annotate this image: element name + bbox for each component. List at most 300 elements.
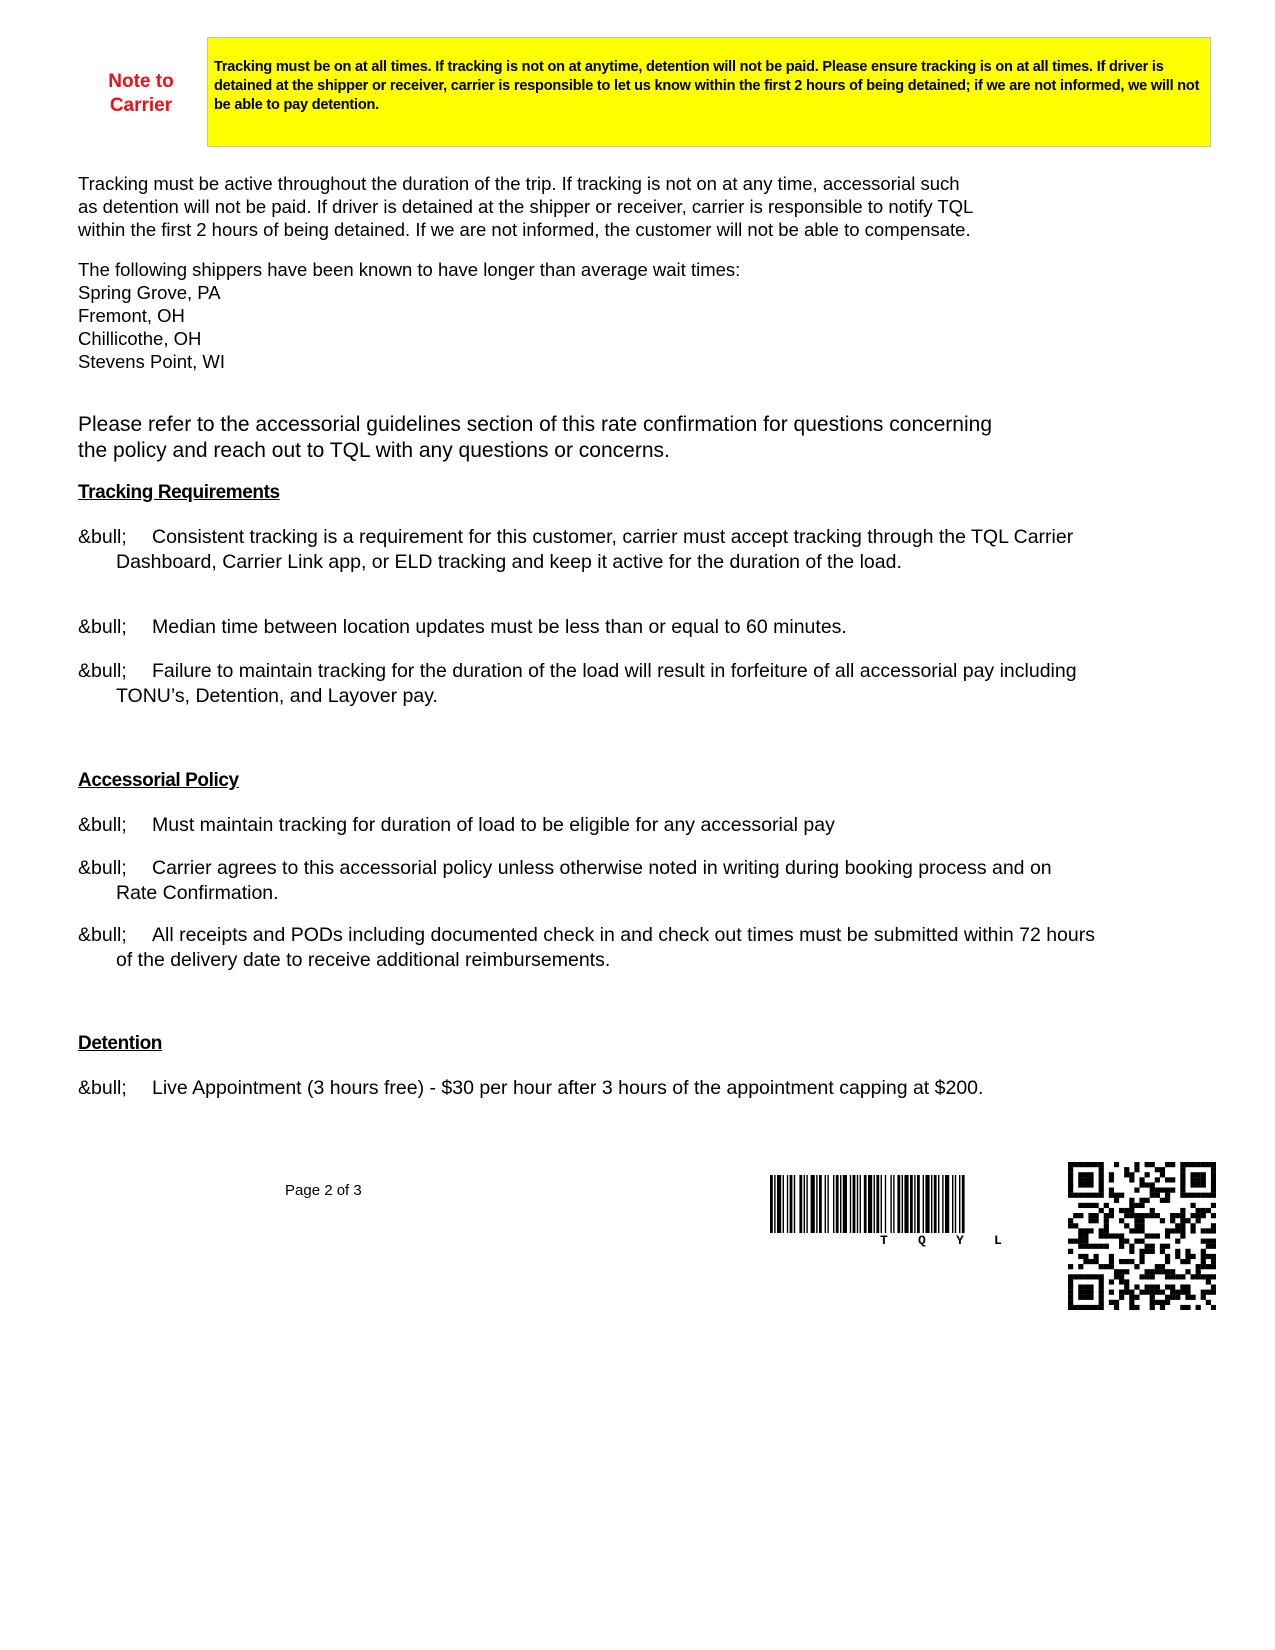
qr-module <box>1078 1228 1083 1233</box>
barcode-bar <box>850 1175 851 1233</box>
qr-module <box>1196 1218 1201 1223</box>
qr-module <box>1155 1269 1160 1274</box>
qr-module <box>1139 1228 1144 1233</box>
qr-module <box>1201 1249 1206 1254</box>
qr-module <box>1099 1300 1104 1305</box>
qr-module <box>1088 1284 1093 1289</box>
qr-module <box>1129 1259 1134 1264</box>
qr-module <box>1170 1228 1175 1233</box>
qr-module <box>1180 1177 1185 1182</box>
qr-module <box>1129 1295 1134 1300</box>
barcode-bar <box>917 1175 920 1233</box>
bullet-text: Live Appointment (3 hours free) - $30 per hour after 3 hours of the appointment capping at $200. <box>152 1077 984 1099</box>
intro-paragraph <box>78 172 1098 241</box>
qr-module <box>1150 1269 1155 1274</box>
barcode-bar <box>770 1175 773 1233</box>
qr-module <box>1211 1305 1216 1310</box>
qr-module <box>1160 1290 1165 1295</box>
qr-module <box>1109 1213 1114 1218</box>
barcode-bar <box>833 1175 834 1233</box>
qr-module <box>1145 1244 1150 1249</box>
qr-module <box>1099 1182 1104 1187</box>
qr-module <box>1155 1300 1160 1305</box>
qr-module <box>1206 1244 1211 1249</box>
note-label-line1: Note to <box>108 71 174 92</box>
qr-module <box>1206 1193 1211 1198</box>
qr-module <box>1206 1279 1211 1284</box>
qr-module <box>1160 1305 1165 1310</box>
qr-module <box>1078 1244 1083 1249</box>
qr-module <box>1165 1274 1170 1279</box>
qr-module <box>1078 1254 1083 1259</box>
qr-module <box>1170 1284 1175 1289</box>
qr-module <box>1211 1290 1216 1295</box>
qr-module <box>1124 1208 1129 1213</box>
qr-module <box>1190 1172 1195 1177</box>
note-to-carrier-label <box>96 70 186 118</box>
qr-module <box>1078 1172 1083 1177</box>
qr-module <box>1150 1305 1155 1310</box>
qr-module <box>1170 1295 1175 1300</box>
qr-module <box>1206 1300 1211 1305</box>
qr-module <box>1134 1264 1139 1269</box>
qr-module <box>1094 1259 1099 1264</box>
qr-module <box>1170 1274 1175 1279</box>
qr-module <box>1099 1279 1104 1284</box>
qr-module <box>1109 1233 1114 1238</box>
qr-module <box>1139 1218 1144 1223</box>
qr-module <box>1145 1233 1150 1238</box>
qr-module <box>1083 1305 1088 1310</box>
qr-module <box>1180 1162 1185 1167</box>
qr-module <box>1211 1284 1216 1289</box>
qr-module <box>1190 1193 1195 1198</box>
barcode-bar <box>836 1175 839 1233</box>
qr-module <box>1119 1244 1124 1249</box>
qr-module <box>1196 1162 1201 1167</box>
qr-module <box>1165 1162 1170 1167</box>
qr-module <box>1119 1233 1124 1238</box>
qr-module <box>1180 1290 1185 1295</box>
qr-module <box>1083 1295 1088 1300</box>
qr-module <box>1201 1239 1206 1244</box>
qr-module <box>1078 1182 1083 1187</box>
qr-module <box>1068 1239 1073 1244</box>
qr-module <box>1068 1274 1073 1279</box>
tracking-requirements-heading: Tracking Requirements <box>78 482 280 503</box>
qr-module <box>1083 1203 1088 1208</box>
qr-module <box>1099 1233 1104 1238</box>
qr-module <box>1196 1182 1201 1187</box>
qr-module <box>1088 1305 1093 1310</box>
qr-module <box>1190 1177 1195 1182</box>
qr-module <box>1160 1264 1165 1269</box>
qr-module <box>1139 1239 1144 1244</box>
barcode-bar <box>885 1175 886 1233</box>
qr-module <box>1190 1274 1195 1279</box>
barcode-bar <box>794 1175 795 1233</box>
qr-module <box>1170 1218 1175 1223</box>
qr-module <box>1155 1213 1160 1218</box>
qr-module <box>1088 1218 1093 1223</box>
qr-module <box>1206 1239 1211 1244</box>
qr-module <box>1124 1172 1129 1177</box>
barcode-bar <box>938 1175 939 1233</box>
barcode-bar <box>860 1175 861 1233</box>
barcode-bar <box>942 1175 943 1233</box>
refer-line: Please refer to the accessorial guidelines section of this rate confirmation for questions concerning <box>78 413 992 436</box>
qr-module <box>1078 1305 1083 1310</box>
qr-module <box>1185 1259 1190 1264</box>
qr-module <box>1206 1162 1211 1167</box>
qr-module <box>1145 1249 1150 1254</box>
qr-module <box>1124 1223 1129 1228</box>
qr-module <box>1201 1228 1206 1233</box>
accessorial-bullet <box>78 813 1098 838</box>
barcode-char: L <box>994 1233 1002 1248</box>
qr-module <box>1185 1249 1190 1254</box>
qr-module <box>1099 1274 1104 1279</box>
qr-module <box>1109 1254 1114 1259</box>
qr-module <box>1185 1254 1190 1259</box>
qr-module <box>1094 1218 1099 1223</box>
qr-module <box>1139 1249 1144 1254</box>
shippers-heading: The following shippers have been known to have longer than average wait times: <box>78 259 741 280</box>
note-to-carrier-box <box>207 37 1211 147</box>
qr-module <box>1180 1193 1185 1198</box>
qr-module <box>1175 1239 1180 1244</box>
barcode-bar <box>945 1175 949 1233</box>
qr-module <box>1134 1218 1139 1223</box>
qr-module <box>1196 1264 1201 1269</box>
qr-module <box>1124 1167 1129 1172</box>
qr-module <box>1206 1208 1211 1213</box>
barcode-bar <box>806 1175 807 1233</box>
qr-module <box>1078 1264 1083 1269</box>
qr-module <box>1155 1290 1160 1295</box>
qr-module <box>1180 1305 1185 1310</box>
barcode-bar <box>897 1175 900 1233</box>
qr-module <box>1119 1218 1124 1223</box>
bullet-mark: &bull; <box>78 1077 127 1099</box>
barcode-bar <box>904 1175 908 1233</box>
qr-module <box>1206 1274 1211 1279</box>
qr-module <box>1145 1274 1150 1279</box>
qr-module <box>1119 1259 1124 1264</box>
qr-module <box>1185 1284 1190 1289</box>
barcode-image <box>770 1175 1055 1235</box>
barcode-bar <box>925 1175 929 1233</box>
qr-module <box>1129 1208 1134 1213</box>
qr-module <box>1073 1162 1078 1167</box>
qr-module <box>1180 1213 1185 1218</box>
qr-module <box>1211 1162 1216 1167</box>
qr-module <box>1104 1203 1109 1208</box>
qr-module <box>1088 1193 1093 1198</box>
qr-module <box>1083 1177 1088 1182</box>
qr-module <box>1134 1162 1139 1167</box>
qr-module <box>1119 1295 1124 1300</box>
qr-module <box>1201 1290 1206 1295</box>
qr-module <box>1170 1188 1175 1193</box>
barcode-bar <box>787 1175 788 1233</box>
qr-module <box>1078 1295 1083 1300</box>
bullet-mark: &bull; <box>78 526 127 548</box>
qr-module <box>1104 1264 1109 1269</box>
barcode-bar <box>893 1175 894 1233</box>
barcode-bar <box>853 1175 856 1233</box>
qr-module <box>1099 1193 1104 1198</box>
qr-module <box>1104 1213 1109 1218</box>
qr-module <box>1088 1244 1093 1249</box>
qr-module <box>1104 1223 1109 1228</box>
bullet-mark: &bull; <box>78 924 127 946</box>
qr-module <box>1124 1239 1129 1244</box>
qr-module <box>1083 1259 1088 1264</box>
qr-module <box>1201 1172 1206 1177</box>
qr-module <box>1083 1228 1088 1233</box>
qr-module <box>1083 1182 1088 1187</box>
qr-module <box>1129 1172 1134 1177</box>
qr-module <box>1068 1305 1073 1310</box>
qr-module <box>1094 1193 1099 1198</box>
qr-module <box>1196 1269 1201 1274</box>
qr-module <box>1206 1228 1211 1233</box>
barcode-bar <box>910 1175 913 1233</box>
qr-module <box>1129 1244 1134 1249</box>
barcode-bar <box>819 1175 822 1233</box>
qr-module <box>1170 1213 1175 1218</box>
qr-module <box>1185 1295 1190 1300</box>
qr-module <box>1078 1274 1083 1279</box>
qr-module <box>1160 1172 1165 1177</box>
barcode-bar <box>962 1175 965 1233</box>
qr-module <box>1134 1223 1139 1228</box>
qr-module <box>1083 1233 1088 1238</box>
bullet-text: All receipts and PODs including documented check in and check out times must be submitted within 72 hours of the delivery date to receive additional reimbursements. <box>116 924 1095 971</box>
qr-module <box>1068 1167 1073 1172</box>
qr-module <box>1104 1244 1109 1249</box>
qr-module <box>1190 1223 1195 1228</box>
qr-module <box>1201 1295 1206 1300</box>
qr-module <box>1190 1213 1195 1218</box>
barcode-bar <box>827 1175 828 1233</box>
qr-module <box>1201 1208 1206 1213</box>
bullet-text: Carrier agrees to this accessorial policy unless otherwise noted in writing during booking process and on Rate Confirmation. <box>116 857 1052 904</box>
qr-module <box>1078 1233 1083 1238</box>
qr-module <box>1099 1228 1104 1233</box>
qr-module <box>1201 1259 1206 1264</box>
barcode-char: T <box>880 1233 888 1248</box>
qr-module <box>1185 1290 1190 1295</box>
qr-module <box>1175 1213 1180 1218</box>
qr-module <box>1160 1249 1165 1254</box>
qr-module <box>1211 1264 1216 1269</box>
qr-module <box>1150 1182 1155 1187</box>
barcode-bar <box>955 1175 956 1233</box>
qr-module <box>1083 1284 1088 1289</box>
qr-module <box>1088 1162 1093 1167</box>
barcode-bar <box>840 1175 841 1233</box>
barcode-bar <box>952 1175 953 1233</box>
qr-module <box>1083 1239 1088 1244</box>
qr-module <box>1160 1244 1165 1249</box>
qr-module <box>1114 1300 1119 1305</box>
qr-module <box>1068 1177 1073 1182</box>
qr-module <box>1175 1223 1180 1228</box>
qr-module <box>1150 1233 1155 1238</box>
qr-module <box>1083 1193 1088 1198</box>
qr-module <box>1099 1177 1104 1182</box>
qr-module <box>1068 1290 1073 1295</box>
qr-module <box>1211 1254 1216 1259</box>
qr-module <box>1170 1177 1175 1182</box>
qr-module <box>1068 1279 1073 1284</box>
qr-module <box>1068 1182 1073 1187</box>
qr-module <box>1109 1208 1114 1213</box>
qr-module <box>1068 1188 1073 1193</box>
barcode-bar <box>923 1175 924 1233</box>
qr-module <box>1139 1182 1144 1187</box>
qr-module <box>1211 1223 1216 1228</box>
qr-module <box>1139 1177 1144 1182</box>
qr-module <box>1114 1305 1119 1310</box>
qr-module <box>1165 1177 1170 1182</box>
qr-module <box>1180 1167 1185 1172</box>
qr-module <box>1088 1259 1093 1264</box>
qr-module <box>1185 1218 1190 1223</box>
qr-module <box>1068 1295 1073 1300</box>
qr-module <box>1119 1269 1124 1274</box>
qr-module <box>1196 1213 1201 1218</box>
qr-module <box>1129 1203 1134 1208</box>
qr-module <box>1201 1182 1206 1187</box>
qr-module <box>1185 1305 1190 1310</box>
qr-module <box>1175 1290 1180 1295</box>
qr-module <box>1139 1213 1144 1218</box>
qr-module <box>1139 1259 1144 1264</box>
tracking-bullet <box>78 615 1098 640</box>
qr-module <box>1129 1177 1134 1182</box>
qr-module <box>1185 1269 1190 1274</box>
qr-module <box>1083 1172 1088 1177</box>
note-label-line2: Carrier <box>109 95 173 116</box>
qr-module <box>1190 1228 1195 1233</box>
qr-module <box>1206 1290 1211 1295</box>
qr-module <box>1196 1208 1201 1213</box>
qr-module <box>1180 1259 1185 1264</box>
qr-module <box>1073 1193 1078 1198</box>
barcode-char: Y <box>956 1233 964 1248</box>
bullet-mark: &bull; <box>78 660 127 682</box>
qr-module <box>1175 1228 1180 1233</box>
qr-module <box>1083 1274 1088 1279</box>
barcode-bar <box>790 1175 793 1233</box>
qr-module <box>1088 1274 1093 1279</box>
qr-module <box>1180 1182 1185 1187</box>
qr-code-image <box>1068 1162 1216 1310</box>
barcode-bar <box>811 1175 815 1233</box>
barcode-bar <box>774 1175 775 1233</box>
barcode-bar <box>843 1175 847 1233</box>
qr-module <box>1165 1300 1170 1305</box>
qr-module <box>1150 1290 1155 1295</box>
qr-module <box>1088 1182 1093 1187</box>
barcode-bar <box>959 1175 960 1233</box>
qr-module <box>1119 1208 1124 1213</box>
barcode-bar <box>864 1175 867 1233</box>
qr-module <box>1196 1177 1201 1182</box>
qr-module <box>1175 1274 1180 1279</box>
qr-module <box>1190 1182 1195 1187</box>
qr-module <box>1134 1213 1139 1218</box>
qr-module <box>1190 1254 1195 1259</box>
qr-module <box>1201 1193 1206 1198</box>
qr-module <box>1201 1264 1206 1269</box>
qr-module <box>1129 1213 1134 1218</box>
qr-module <box>1134 1305 1139 1310</box>
qr-module <box>1206 1254 1211 1259</box>
qr-module <box>1073 1239 1078 1244</box>
qr-module <box>1114 1269 1119 1274</box>
qr-module <box>1211 1177 1216 1182</box>
bullet-mark: &bull; <box>78 616 127 638</box>
note-text: Tracking must be on at all times. If tracking is not on at anytime, detention will not be paid. Please ensure tracking is on at all times. If driver is detained at the shipper or receiver, carrier is responsible to let us know within the first 2 hours of being detained; if we are not informed, we will not be able to pay detention. <box>214 59 1200 113</box>
qr-module <box>1124 1213 1129 1218</box>
qr-module <box>1211 1239 1216 1244</box>
qr-module <box>1145 1182 1150 1187</box>
barcode-bar <box>857 1175 858 1233</box>
tracking-bullet <box>78 659 1098 708</box>
qr-module <box>1165 1269 1170 1274</box>
qr-module <box>1109 1290 1114 1295</box>
qr-module <box>1129 1249 1134 1254</box>
accessorial-policy-heading: Accessorial Policy <box>78 770 239 791</box>
qr-module <box>1150 1284 1155 1289</box>
tracking-bullet <box>78 525 1098 574</box>
qr-module <box>1160 1300 1165 1305</box>
qr-module <box>1068 1249 1073 1254</box>
qr-module <box>1094 1274 1099 1279</box>
qr-module <box>1211 1167 1216 1172</box>
qr-module <box>1073 1223 1078 1228</box>
qr-module <box>1145 1213 1150 1218</box>
qr-module <box>1068 1223 1073 1228</box>
qr-module <box>1160 1269 1165 1274</box>
qr-module <box>1124 1290 1129 1295</box>
refer-line: the policy and reach out to TQL with any questions or concerns. <box>78 439 670 462</box>
qr-module <box>1068 1172 1073 1177</box>
qr-module <box>1129 1305 1134 1310</box>
qr-module <box>1150 1274 1155 1279</box>
qr-module <box>1145 1269 1150 1274</box>
qr-module <box>1124 1279 1129 1284</box>
qr-module <box>1190 1295 1195 1300</box>
qr-module <box>1180 1218 1185 1223</box>
accessorial-bullet <box>78 923 1098 972</box>
qr-module <box>1094 1244 1099 1249</box>
page-number: Page 2 of 3 <box>285 1182 362 1199</box>
qr-module <box>1109 1177 1114 1182</box>
intro-line: within the first 2 hours of being detained. If we are not informed, the customer will not be able to compensate. <box>78 219 971 240</box>
qr-module <box>1109 1172 1114 1177</box>
qr-module <box>1150 1300 1155 1305</box>
qr-module <box>1124 1284 1129 1289</box>
qr-module <box>1134 1228 1139 1233</box>
barcode-bar <box>890 1175 891 1233</box>
qr-module <box>1083 1290 1088 1295</box>
bullet-mark: &bull; <box>78 814 127 836</box>
